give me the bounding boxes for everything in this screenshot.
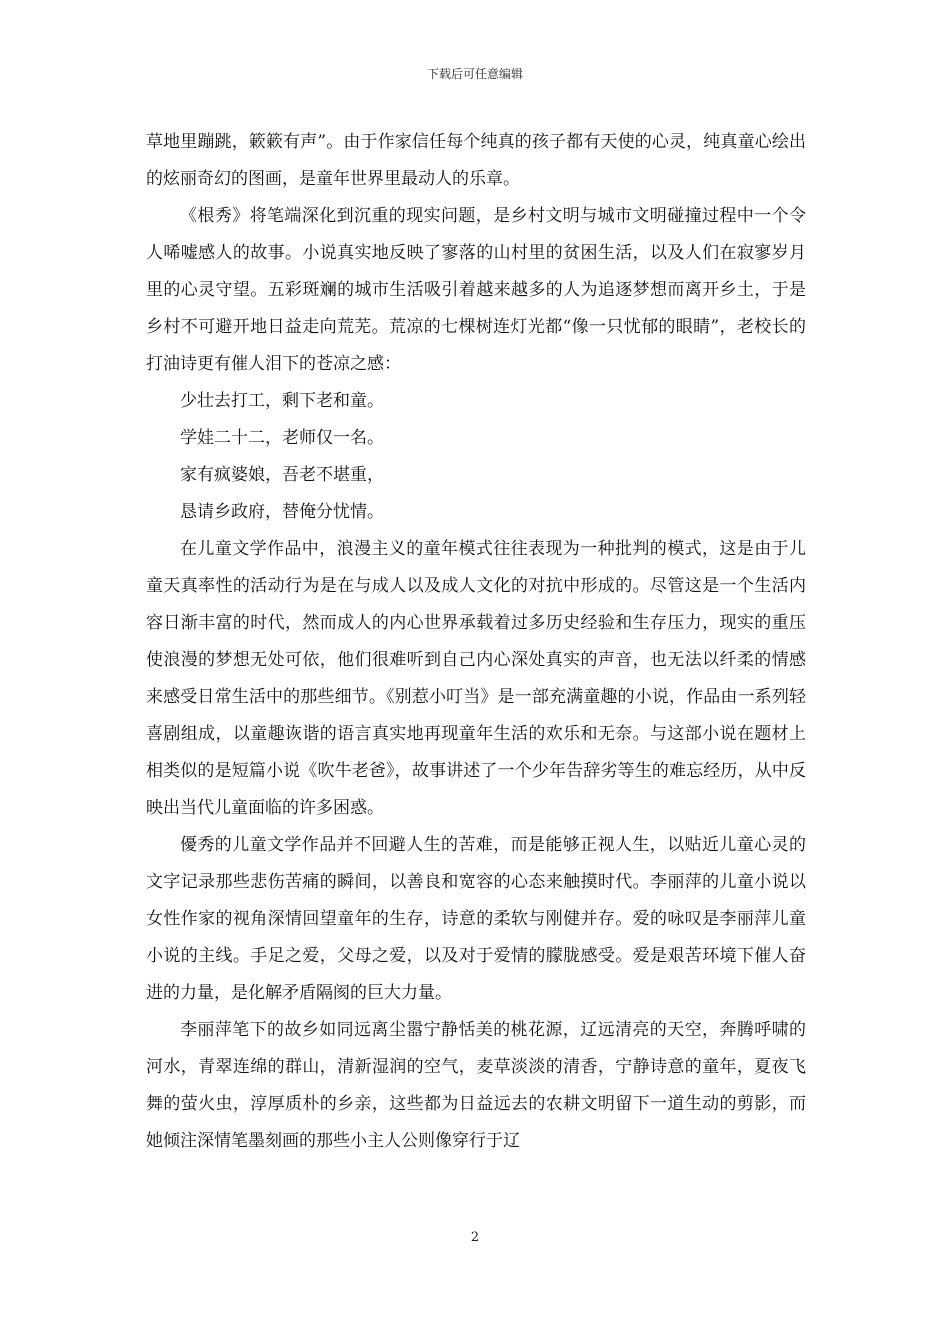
- paragraph: 《根秀》将笔端深化到沉重的现实问题，是乡村文明与城市文明碰撞过程中一个令人唏嘘感人的故事。小说真实地反映了寥落的山村里的贫困生活，以及人们在寂寥岁月里的心灵守望。五彩斑斓的城市生活吸引着越来越多的人为追逐梦想而离开乡土，于是乡村不可避开地日益走向荒芜。荒凉的七棵树连灯光都“像一只忧郁的眼睛”，老校长的打油诗更有催人泪下的苍凉之感：: [146, 206, 806, 374]
- poem-line: 少壮去打工，剩下老和童。: [180, 391, 384, 411]
- page-header: 下载后可任意编辑: [426, 67, 523, 81]
- paragraph: 草地里蹦跳，簌簌有声”。由于作家信任每个纯真的孩子都有天使的心灵，纯真童心绘出的炫丽奇幻的图画，是童年世界里最动人的乐章。: [146, 132, 806, 189]
- poem-line: 学娃二十二，老师仅一名。: [180, 428, 384, 448]
- poem-line: 家有疯婆娘，吾老不堪重，: [180, 465, 384, 485]
- paragraph: 優秀的儿童文学作品并不回避人生的苦难，而是能够正视人生，以贴近儿童心灵的文字记录那些悲伤苦痛的瞬间，以善良和宽容的心态来触摸时代。李丽萍的儿童小说以女性作家的视角深情回望童年的生存，诗意的柔软与刚健并存。爱的咏叹是李丽萍儿童小说的主线。手足之爱，父母之爱，以及对于爱情的朦胧感受。爱是艰苦环境下催人奋进的力量，是化解矛盾隔阂的巨大力量。: [146, 835, 806, 1003]
- poem-line: 恳请乡政府，替俺分忧情。: [180, 502, 384, 522]
- paragraph: 李丽萍笔下的故乡如同远离尘嚣宁静恬美的桃花源，辽远清亮的天空，奔腾呼啸的河水，青翠连绵的群山，清新湿润的空气，麦草淡淡的清香，宁静诗意的童年，夏夜飞舞的萤火虫，淳厚质朴的乡亲，这些都为日益远去的农耕文明留下一道生动的剪影，而她倾注深情笔墨刻画的那些小主人公则像穿行于辽: [146, 1020, 806, 1151]
- page-number: 2: [470, 1230, 480, 1245]
- document-body: [146, 124, 806, 1160]
- paragraph: 在儿童文学作品中，浪漫主义的童年模式往往表现为一种批判的模式，这是由于儿童天真率性的活动行为是在与成人以及成人文化的对抗中形成的。尽管这是一个生活内容日渐丰富的时代，然而成人的内心世界承载着过多历史经验和生存压力，现实的重压使浪漫的梦想无处可依，他们很难听到自己内心深处真实的声音，也无法以纤柔的情感来感受日常生活中的那些细节。《别惹小叮当》是一部充满童趣的小说，作品由一系列轻喜剧组成，以童趣诙谐的语言真实地再现童年生活的欢乐和无奈。与这部小说在题材上相类似的是短篇小说《吹牛老爸》，故事讲述了一个少年告辞劣等生的难忘经历，从中反映出当代儿童面临的许多困惑。: [146, 539, 806, 818]
